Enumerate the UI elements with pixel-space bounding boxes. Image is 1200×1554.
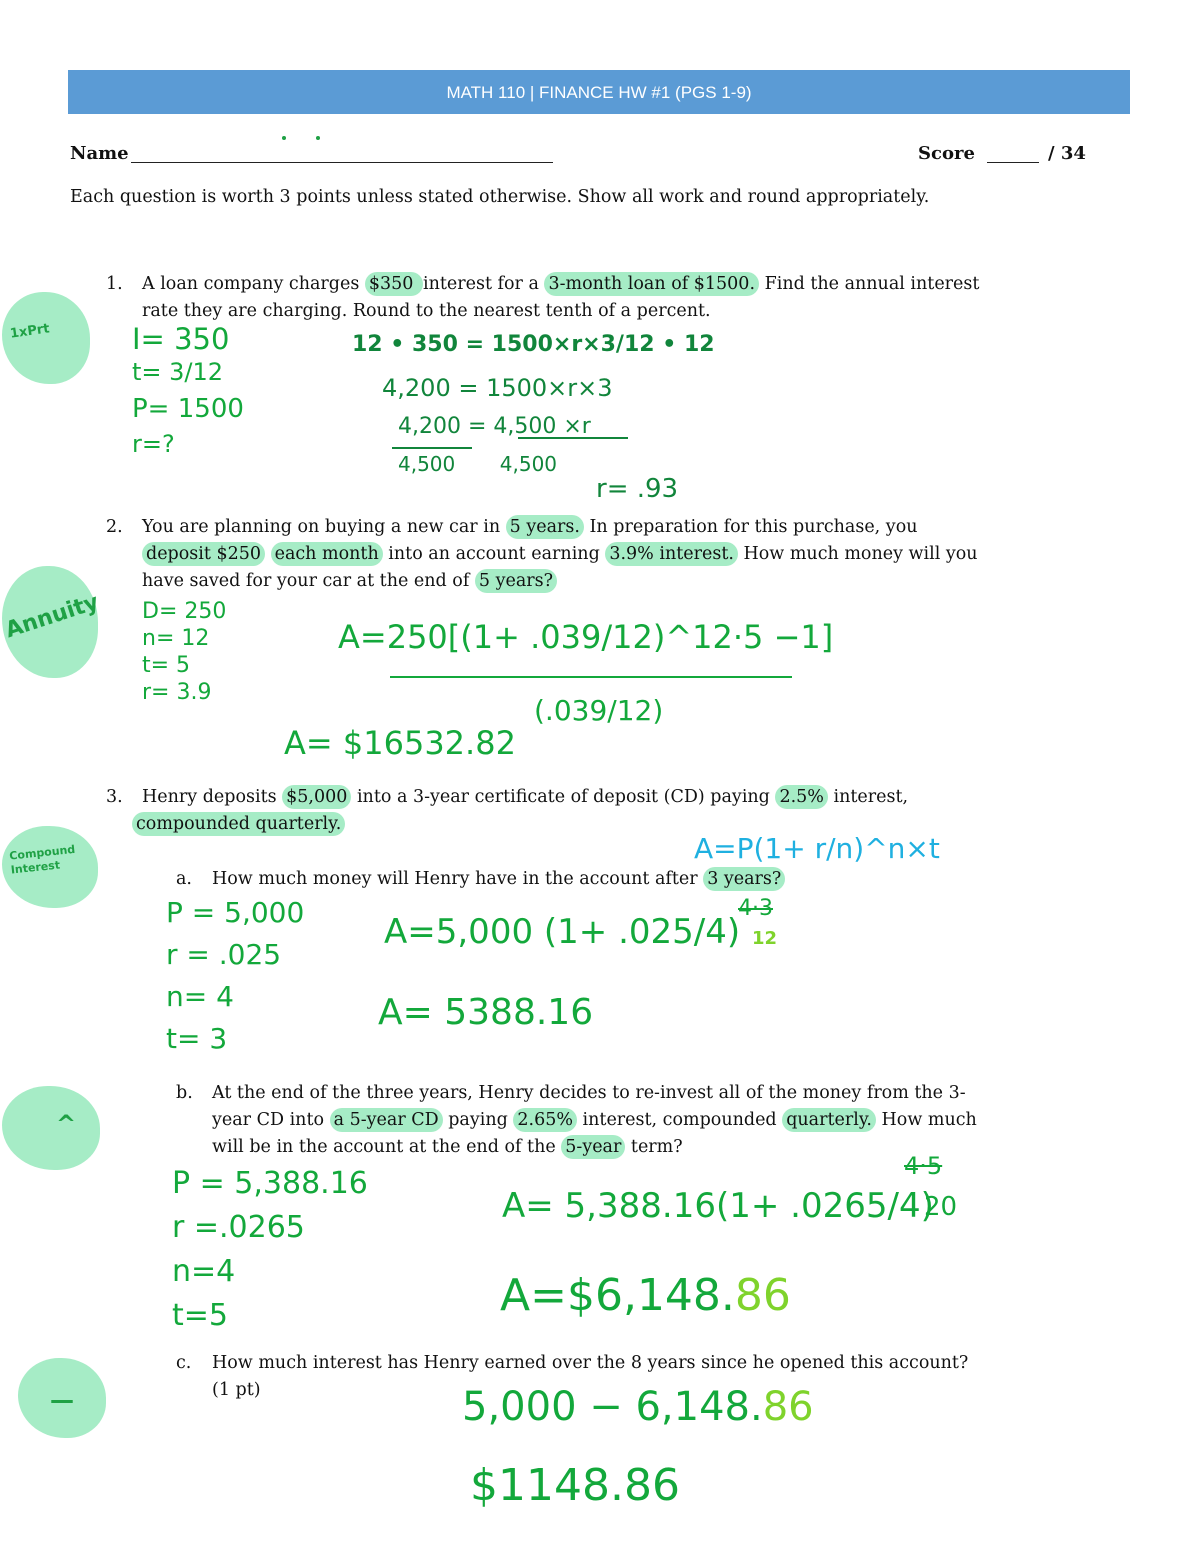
q2-formula-denominator: (.039/12): [534, 694, 664, 727]
q3a-exponent-struck: 4·3: [738, 896, 773, 921]
highlight: $5,000: [282, 785, 351, 809]
fraction-bar: [392, 447, 472, 449]
q3a-exponent: 12: [752, 928, 778, 949]
q3b-work-given: P = 5,388.16 r =.0265 n=4 t=5: [172, 1166, 368, 1333]
q1-work-step: 4,200 = 4,500 ×r: [398, 414, 591, 439]
margin-note-q3b: ^: [56, 1110, 77, 1138]
q3a-text: How much money will Henry have in the account after 3 years?: [212, 866, 785, 893]
ink-dot: [282, 136, 286, 140]
instructions: Each question is worth 3 points unless stated otherwise. Show all work and round appropriately.: [70, 187, 930, 207]
q1-work-step: 4,200 = 1500×r×3: [382, 374, 613, 402]
highlight: 5-year: [561, 1135, 625, 1159]
margin-note-q3c: —: [50, 1386, 74, 1414]
q3a-answer: A= 5388.16: [378, 992, 594, 1033]
q1-number: 1.: [106, 274, 123, 294]
q1-answer: r= .93: [596, 474, 679, 504]
highlight: 2.65%: [513, 1108, 577, 1132]
q3c-answer: $1148.86: [470, 1460, 680, 1511]
highlight: quarterly.: [782, 1108, 876, 1132]
fraction-bar: [390, 676, 792, 678]
highlight: each month: [271, 542, 383, 566]
highlight: a 5-year CD: [330, 1108, 443, 1132]
score-total: / 34: [1048, 143, 1086, 164]
highlight: compounded quarterly.: [132, 812, 345, 836]
q2-text-line2: deposit $250 each month into an account earning 3.9% interest. How much money will you: [142, 541, 978, 568]
highlight: 3 years?: [703, 867, 785, 891]
q1-work-given: I= 350 t= 3/12 P= 1500 r=?: [132, 322, 244, 458]
name-label: Name: [70, 143, 129, 164]
q3b-exponent-struck: 4·5: [904, 1152, 943, 1180]
margin-highlight-q3b: [2, 1086, 100, 1170]
score-label: Score: [918, 143, 975, 164]
q1-text-line2: rate they are charging. Round to the nearest tenth of a percent.: [142, 301, 711, 321]
ink-dot: [316, 136, 320, 140]
q3b-letter: b.: [176, 1083, 193, 1103]
highlight: 5 years?: [475, 569, 557, 593]
q3-number: 3.: [106, 787, 123, 807]
highlight: 2.5%: [775, 785, 827, 809]
highlight: deposit $250: [142, 542, 265, 566]
q1-text-line1: A loan company charges $350 interest for a 3-month loan of $1500. Find the annual interest: [142, 274, 980, 294]
q3b-text-line3: will be in the account at the end of the 5-year term?: [212, 1137, 683, 1157]
q3c-letter: c.: [176, 1353, 192, 1373]
q3a-formula: A=5,000 (1+ .025/4): [384, 912, 741, 952]
q3-text-line2: [132, 811, 345, 838]
q2-answer: A= $16532.82: [284, 724, 516, 762]
margin-note-q2: Annuity: [2, 589, 102, 644]
q3b-formula: A= 5,388.16(1+ .0265/4): [502, 1186, 934, 1226]
q3c-text-line1: How much interest has Henry earned over the 8 years since he opened this account?: [212, 1353, 969, 1373]
q2-number: 2.: [106, 517, 123, 537]
q3a-work-given: P = 5,000 r = .025 n= 4 t= 3: [166, 896, 305, 1055]
page-title: MATH 110 | FINANCE HW #1 (PGS 1-9): [446, 83, 752, 102]
q3-text-line1: Henry deposits $5,000 into a 3-year certificate of deposit (CD) paying 2.5% interest,: [142, 787, 909, 807]
fraction-bar: [518, 437, 628, 439]
q3b-answer: A=$6,148.86: [500, 1270, 791, 1321]
q3b-exponent: 20: [924, 1192, 958, 1222]
highlight: 5 years.: [506, 515, 584, 539]
highlight: $350: [365, 272, 423, 296]
q3-compound-formula: A=P(1+ r/n)^n×t: [694, 832, 940, 865]
margin-note-q1: 1xPrt: [9, 321, 51, 342]
q2-work-given: D= 250 n= 12 t= 5 r= 3.9: [142, 599, 227, 705]
q1-work-step: 4,500 4,500: [398, 452, 558, 476]
score-blank: [987, 162, 1039, 163]
q3a-letter: a.: [176, 869, 192, 889]
q3c-work: 5,000 − 6,148.86: [462, 1384, 814, 1430]
q3c-text-line2: (1 pt): [212, 1380, 261, 1400]
q2-text-line1: You are planning on buying a new car in 5 years. In preparation for this purchase, you: [142, 517, 918, 537]
q1-work-equation: 12 • 350 = 1500×r×3/12 • 12: [352, 332, 715, 357]
q2-formula-numerator: A=250[(1+ .039/12)^12·5 −1]: [338, 618, 834, 656]
q2-text-line3: have saved for your car at the end of 5 years?: [142, 568, 557, 595]
name-line: [131, 162, 553, 163]
highlight: 3.9% interest.: [605, 542, 738, 566]
q3b-text-line2: year CD into a 5-year CD paying 2.65% interest, compounded quarterly. How much: [212, 1110, 977, 1130]
q3b-text-line1: At the end of the three years, Henry decides to re-invest all of the money from the 3-: [212, 1083, 966, 1103]
highlight: 3-month loan of $1500.: [544, 272, 759, 296]
header-banner: [68, 70, 1130, 114]
margin-note-q3: Compound Interest: [8, 842, 76, 877]
